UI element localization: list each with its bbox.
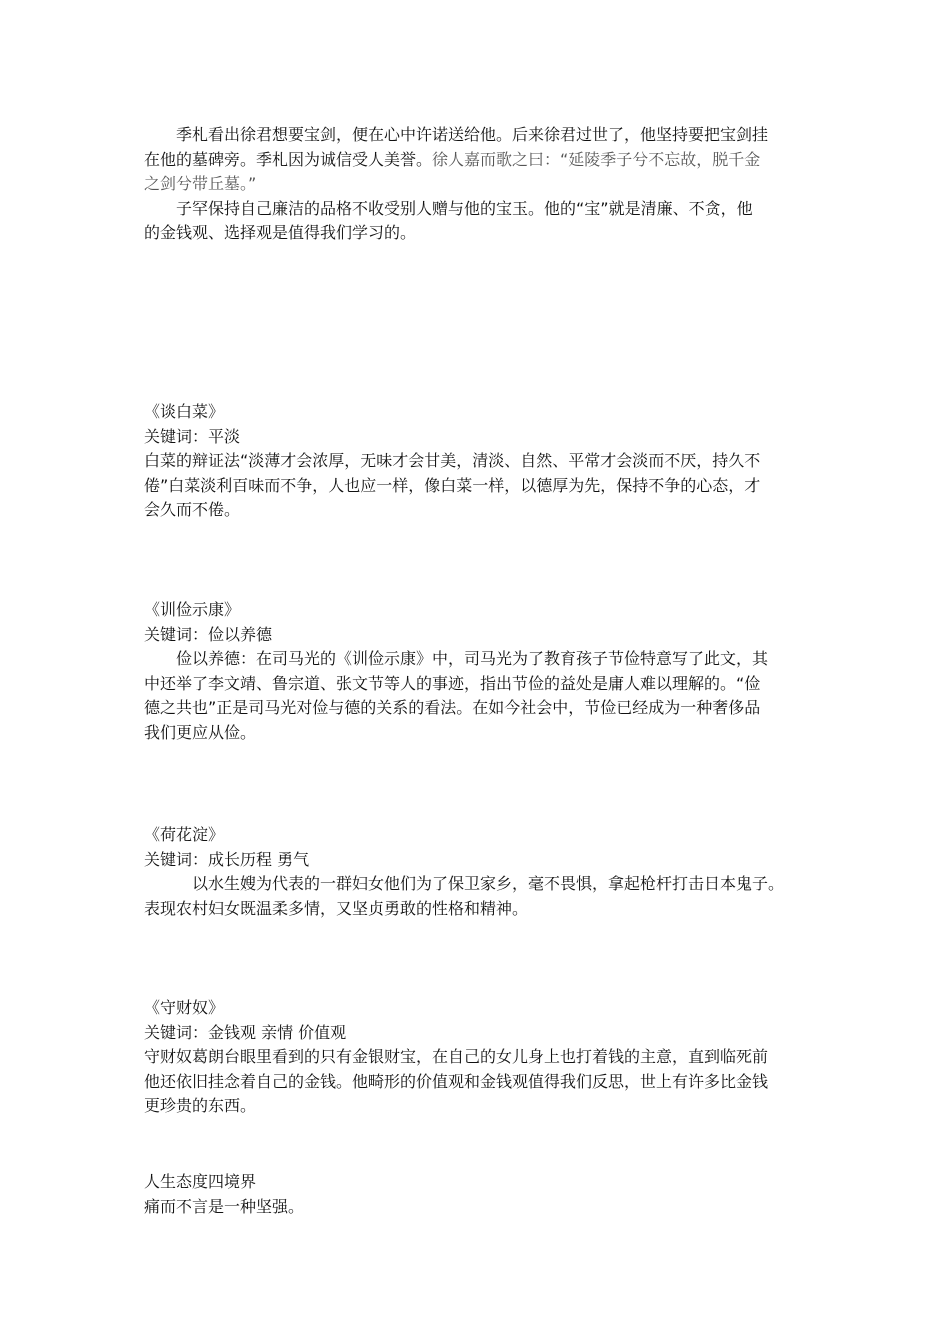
paragraph-line: 我们更应从俭。: [144, 722, 257, 742]
paragraph-line: 俭以养德：在司马光的《训俭示康》中，司马光为了教育孩子节俭特意写了此文，其: [176, 649, 769, 668]
paragraph-line: 他还依旧挂念着自己的金钱。他畸形的价值观和金钱观值得我们反思，世上有许多比金钱: [144, 1071, 769, 1091]
section-keywords: 关键词：成长历程 勇气: [144, 849, 310, 869]
paragraph-line: 守财奴葛朗台眼里看到的只有金银财宝，在自己的女儿身上也打着钱的主意，直到临死前: [144, 1047, 769, 1066]
paragraph-line: 之剑兮带丘墓。”: [144, 174, 257, 193]
paragraph-line: 白菜的辩证法“淡薄才会浓厚，无味才会甘美，清淡、自然、平常才会淡而不厌，持久不: [144, 451, 761, 470]
section-xunjian-shikang: [144, 598, 816, 745]
paragraph-line: 更珍贵的东西。: [144, 1096, 257, 1115]
section-keywords: 关键词：俭以养德: [144, 624, 273, 644]
paragraph-line: [144, 148, 816, 173]
section-keywords: 关键词：平淡: [144, 426, 241, 446]
section-title: 《守财奴》: [144, 998, 225, 1017]
section-title: 《训俭示康》: [144, 600, 241, 619]
section-hehuadian: [144, 823, 816, 921]
section-rensheng-taidu: [144, 1170, 816, 1219]
text-span: 在他的墓碑旁。季札因为诚信受人美誉。: [144, 149, 433, 169]
paragraph-line: 德之共也”正是司马光对俭与德的关系的看法。在如今社会中，节俭已经成为一种奢侈品: [144, 698, 761, 717]
section-title: 《荷花淀》: [144, 825, 225, 844]
paragraph-line: 的金钱观、选择观是值得我们学习的。: [144, 223, 417, 242]
paragraph-line: 季札看出徐君想要宝剑，便在心中许诺送给他。后来徐君过世了，他坚持要把宝剑挂: [176, 125, 769, 144]
quote-span: 徐人嘉而歌之曰：“延陵季子兮不忘故，脱千金: [432, 149, 761, 169]
section-title: 《谈白菜》: [144, 402, 225, 421]
section-jizha-zihan: [144, 123, 816, 246]
paragraph-line: 子罕保持自己廉洁的品格不收受别人赠与他的宝玉。他的“宝”就是清廉、不贪，他: [176, 198, 753, 218]
paragraph-line: 中还举了李文靖、鲁宗道、张文节等人的事迹，指出节俭的益处是庸人难以理解的。“俭: [144, 673, 761, 693]
paragraph-line: 以水生嫂为代表的一群妇女他们为了保卫家乡，毫不畏惧，拿起枪杆打击日本鬼子。: [192, 874, 785, 893]
section-keywords: 关键词：金钱观 亲情 价值观: [144, 1022, 347, 1042]
section-title: 人生态度四境界: [144, 1172, 257, 1191]
paragraph-line: 表现农村妇女既温柔多情，又坚贞勇敢的性格和精神。: [144, 898, 529, 918]
paragraph-line: 痛而不言是一种坚强。: [144, 1196, 305, 1216]
section-shoucainu: [144, 996, 816, 1119]
section-tan-baicai: [144, 400, 816, 523]
paragraph-line: 倦”白菜淡利百味而不争，人也应一样，像白菜一样，以德厚为先，保持不争的心态，才: [144, 475, 761, 495]
paragraph-line: 会久而不倦。: [144, 500, 241, 519]
